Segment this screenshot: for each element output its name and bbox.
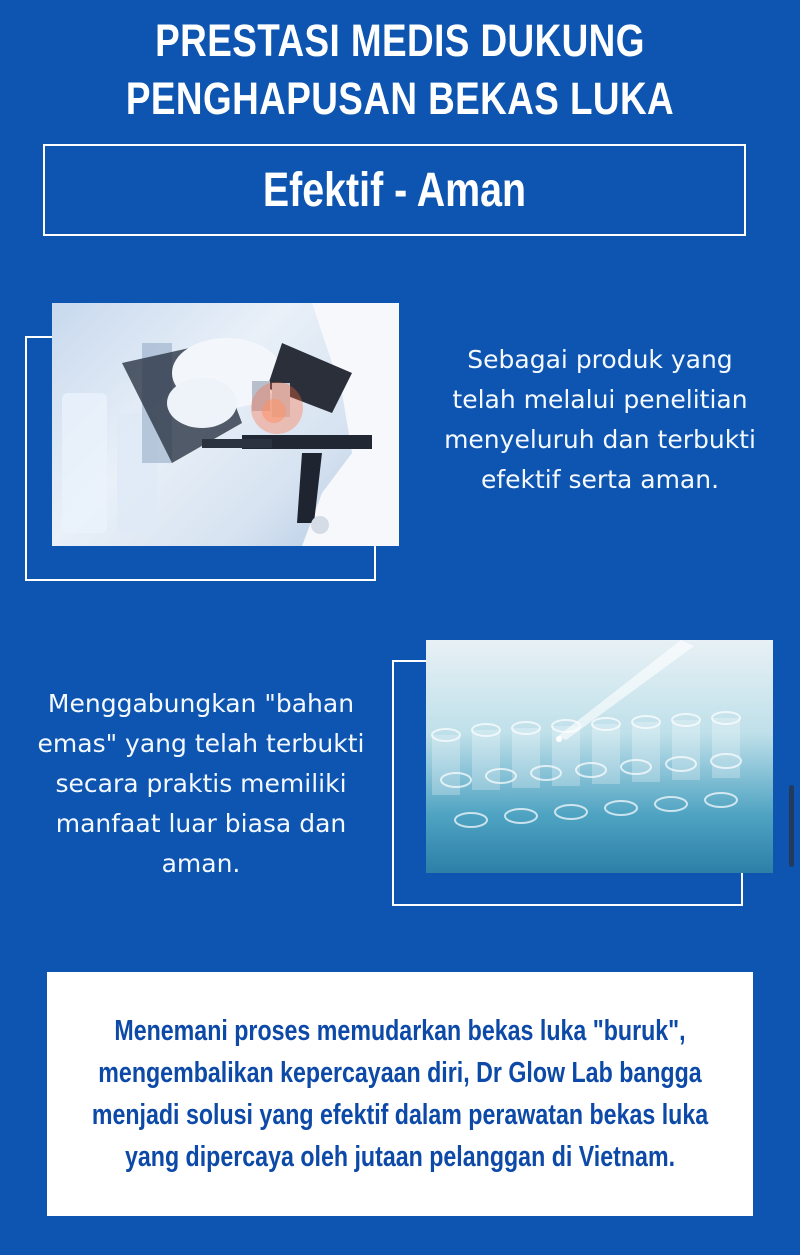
section1-line: telah melalui penelitian — [452, 385, 748, 414]
microscope-illustration — [52, 303, 399, 546]
section1-line: menyeluruh dan terbukti — [444, 425, 756, 454]
title-line-2: PENGHAPUSAN BEKAS LUKA — [125, 73, 675, 124]
section1-line: Sebagai produk yang — [467, 345, 733, 374]
section1-line: efektif serta aman. — [480, 465, 720, 494]
section2-text — [20, 684, 382, 884]
title-line-1: PRESTASI MEDIS DUKUNG — [155, 15, 645, 66]
section2-line: Menggabungkan "bahan — [47, 689, 355, 718]
test-tubes-illustration — [426, 640, 773, 873]
subtitle-box — [43, 144, 746, 236]
footer-line: Menemani proses memudarkan bekas luka "buruk", — [114, 1015, 686, 1047]
subtitle: Efektif - Aman — [262, 163, 527, 217]
footer-line: menjadi solusi yang efektif dalam perawatan bekas luka — [91, 1099, 709, 1131]
section2-line: secara praktis memiliki — [55, 769, 347, 798]
section2-line: emas" yang telah terbukti — [37, 729, 365, 758]
footer-line: mengembalikan kepercayaan diri, Dr Glow Lab bangga — [98, 1057, 702, 1089]
section2-line: aman. — [161, 849, 241, 878]
microscope-image — [52, 303, 399, 546]
section1-text — [420, 340, 780, 500]
scrollbar-thumb[interactable] — [789, 785, 794, 867]
page-title — [72, 12, 728, 128]
section2-line: manfaat luar biasa dan — [55, 809, 347, 838]
footer-statement-box — [47, 972, 753, 1216]
footer-line: yang dipercaya oleh jutaan pelanggan di Vietnam. — [124, 1141, 676, 1173]
footer-statement — [60, 1010, 740, 1178]
test-tubes-image — [426, 640, 773, 873]
